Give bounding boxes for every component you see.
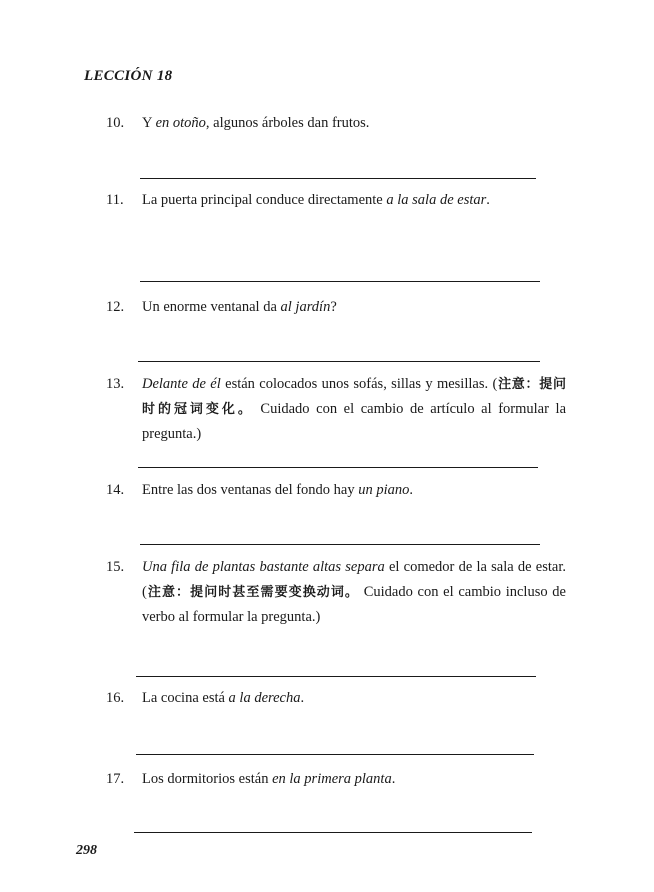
exercise-item: [106, 188, 566, 213]
answer-line[interactable]: [136, 754, 534, 755]
highlighted-phrase: en otoño: [155, 115, 206, 131]
exercise-item: [106, 767, 566, 792]
exercise-item: [106, 295, 566, 320]
item-number: 12.: [106, 299, 125, 315]
item-text: La puerta principal conduce directamente a la sala de estar.: [142, 192, 490, 208]
item-text: La cocina está a la derecha.: [142, 690, 305, 706]
item-text: Entre las dos ventanas del fondo hay un piano.: [142, 482, 414, 498]
chinese-note: 注意：提问时甚至需要变换动词。: [146, 585, 360, 600]
highlighted-phrase: en la primera planta: [272, 771, 392, 787]
item-number: 17.: [106, 771, 125, 787]
chinese-note: 注意：提问时的冠词变化。: [142, 377, 567, 417]
answer-line[interactable]: [138, 467, 538, 468]
item-number: 16.: [106, 690, 125, 706]
exercise-item: [106, 111, 566, 136]
spanish-note: Cuidado con el cambio de artículo al formular la pregunta.): [142, 401, 567, 442]
item-text: Un enorme ventanal da al jardín?: [142, 299, 337, 315]
item-text: Delante de él están colocados unos sofás, sillas y mesillas. (注意：提问时的冠词变化。 Cuidado con el cambio de artículo al formular la pregunta.): [142, 376, 567, 442]
lesson-header: LECCIÓN 18: [84, 68, 173, 84]
highlighted-phrase: Una fila de plantas bastante altas separa: [142, 559, 385, 575]
highlighted-phrase: al jardín: [280, 299, 331, 315]
item-number: 15.: [106, 559, 125, 575]
answer-line[interactable]: [140, 544, 540, 545]
answer-line[interactable]: [140, 281, 540, 282]
answer-line[interactable]: [134, 832, 532, 833]
answer-line[interactable]: [140, 178, 536, 179]
highlighted-phrase: un piano: [358, 482, 410, 498]
item-text: Una fila de plantas bastante altas separa el comedor de la sala de estar. (注意：提问时甚至需要变换动词。 Cuidado con el cambio incluso de verbo al formular la pregunta.): [142, 559, 566, 625]
exercise-item: [106, 555, 566, 630]
spanish-note: Cuidado con el cambio incluso de verbo al formular la pregunta.): [142, 584, 566, 625]
item-number: 13.: [106, 376, 125, 392]
item-number: 10.: [106, 115, 125, 131]
exercise-item: [106, 478, 566, 503]
page-number: 298: [76, 843, 97, 858]
highlighted-phrase: Delante de él: [142, 376, 221, 392]
highlighted-phrase: a la derecha: [228, 690, 301, 706]
answer-line[interactable]: [136, 676, 536, 677]
exercise-item: [106, 372, 566, 447]
item-number: 14.: [106, 482, 125, 498]
highlighted-phrase: a la sala de estar: [386, 192, 487, 208]
item-number: 11.: [106, 192, 124, 208]
answer-line[interactable]: [138, 361, 540, 362]
item-text: Y en otoño, algunos árboles dan frutos.: [142, 115, 370, 131]
exercise-item: [106, 686, 566, 711]
item-text: Los dormitorios están en la primera planta.: [142, 771, 396, 787]
